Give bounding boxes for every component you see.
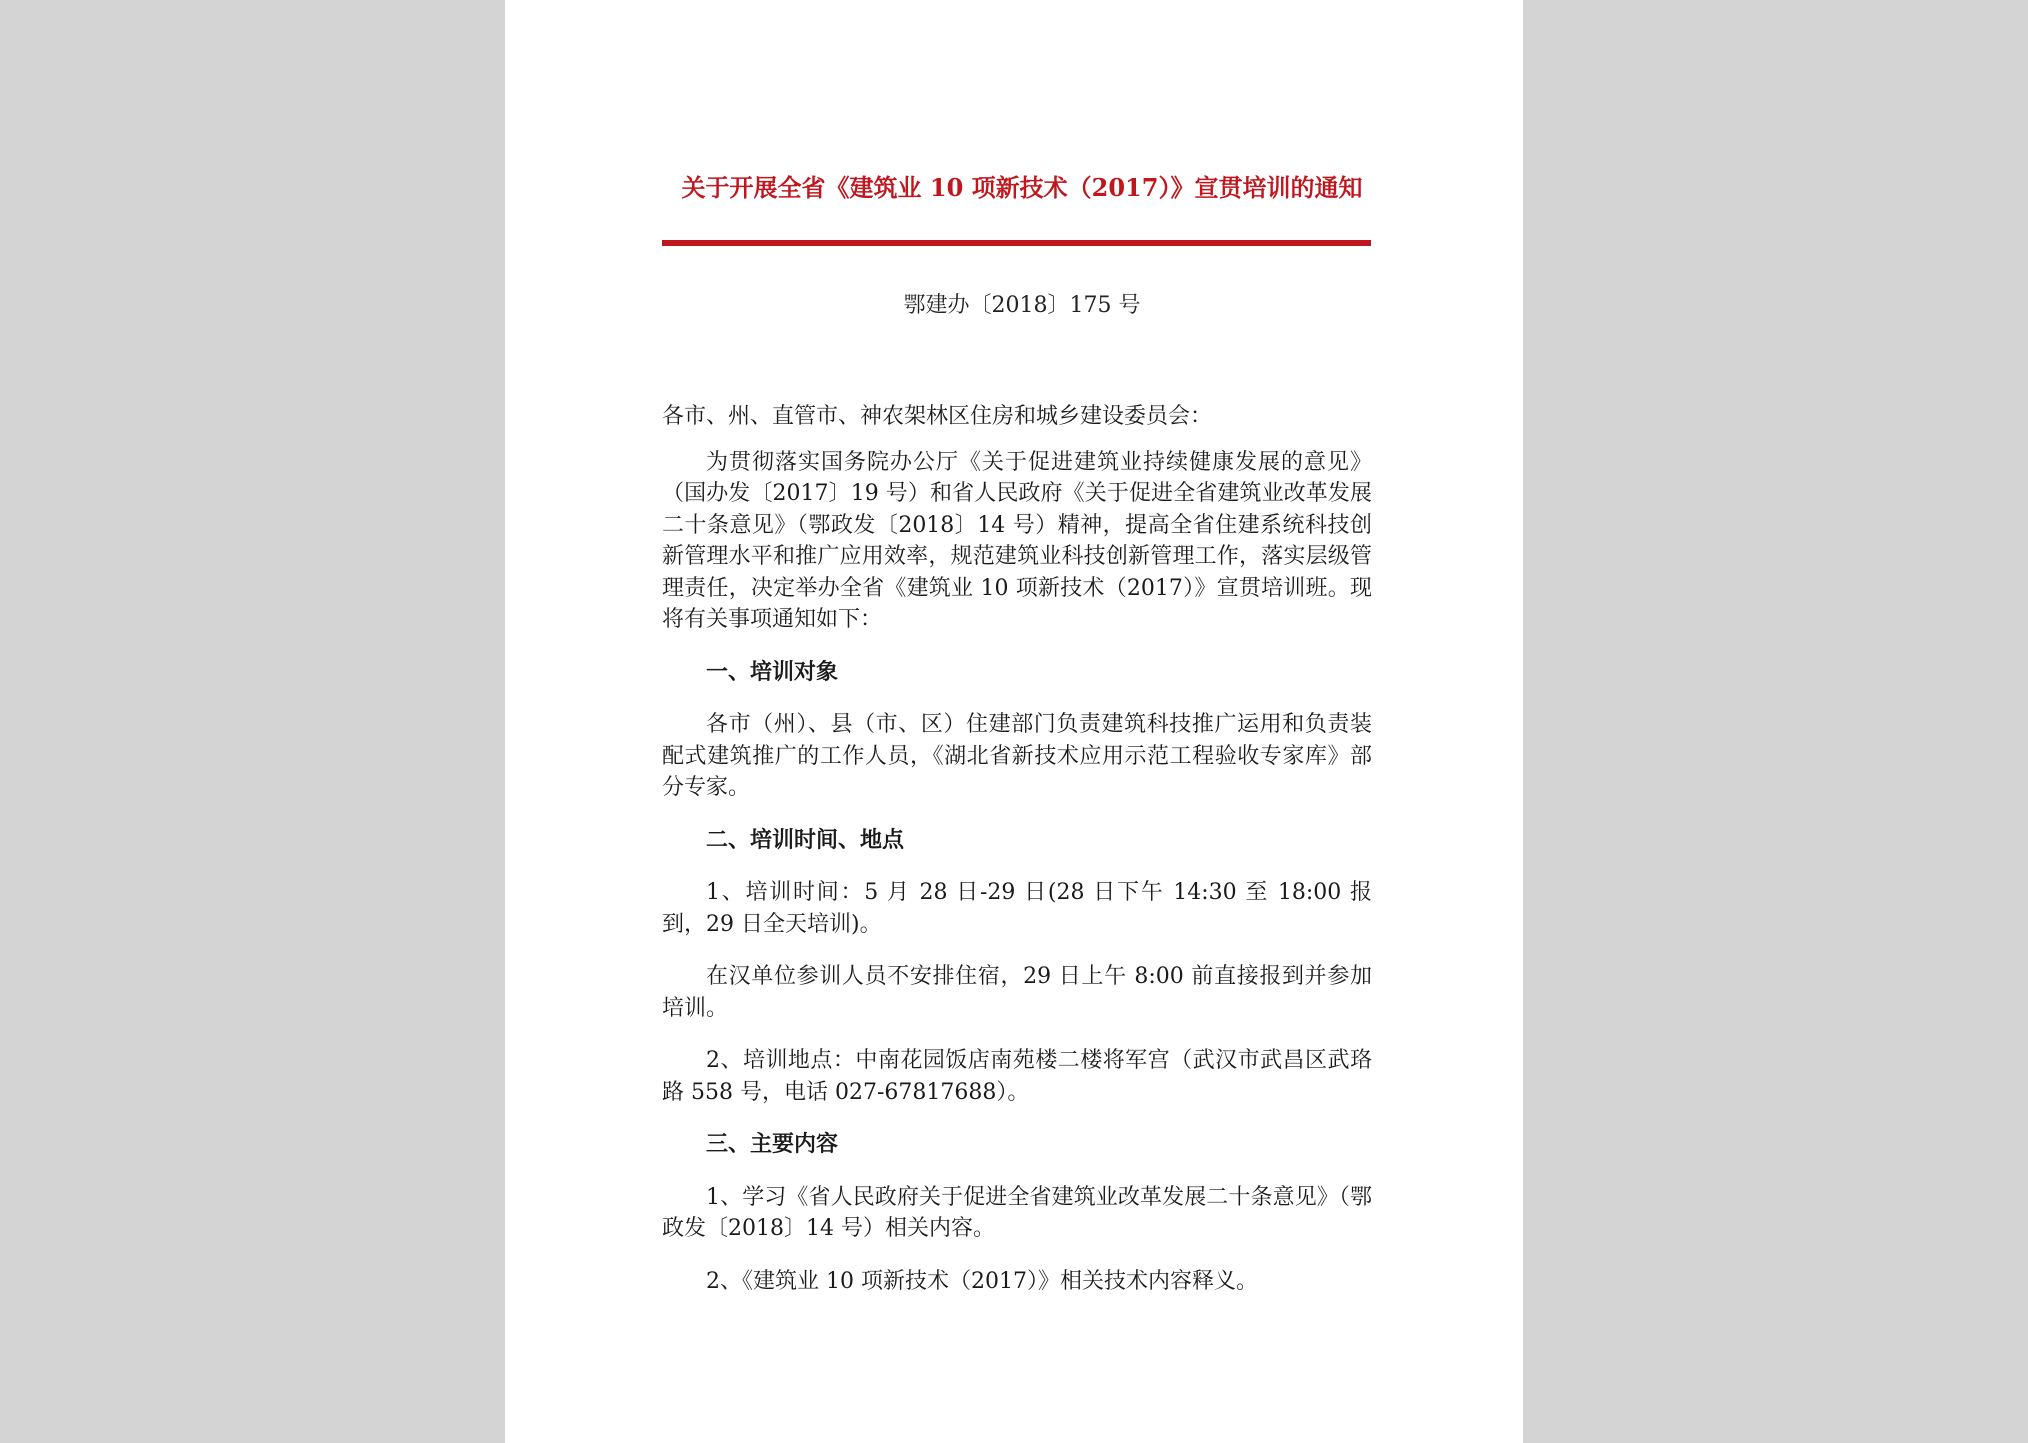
training-time-note: 在汉单位参训人员不安排住宿，29 日上午 8:00 前直接报到并参加培训。 — [662, 964, 1372, 1021]
intro-paragraph: 为贯彻落实国务院办公厅《关于促进建筑业持续健康发展的意见》（国办发〔2017〕19 号）和省人民政府《关于促进全省建筑业改革发展二十条意见》（鄂政发〔2018〕14 号）精神，提高全省住建系统科技创新管理水平和推广应用效率，规范建筑业科技创新管理工作，落实层级管理责任，决定举办全省《建筑业 10 项新技术（2017）》宣贯培训班。现将有关事项通知如下： — [662, 449, 1372, 632]
document-body — [662, 401, 1372, 1318]
content-item-1: 1、学习《省人民政府关于促进全省建筑业改革发展二十条意见》（鄂政发〔2018〕14 号）相关内容。 — [662, 1184, 1372, 1241]
section-heading-content: 三、主要内容 — [706, 1131, 839, 1157]
section-text-trainees: 各市（州）、县（市、区）住建部门负责建筑科技推广运用和负责装配式建筑推广的工作人员，《湖北省新技术应用示范工程验收专家库》部分专家。 — [662, 712, 1372, 800]
document-page — [505, 0, 1523, 1443]
document-title: 关于开展全省《建筑业 10 项新技术（2017）》宣贯培训的通知 — [681, 173, 1363, 202]
section-heading-time-place: 二、培训时间、地点 — [706, 826, 905, 853]
red-divider — [662, 240, 1371, 246]
training-time: 1、培训时间：5 月 28 日-29 日(28 日下午 14:30 至 18:00 报到，29 日全天培训)。 — [662, 880, 1372, 937]
training-place: 2、培训地点：中南花园饭店南苑楼二楼将军宫（武汉市武昌区武珞路 558 号，电话 027-67817688）。 — [662, 1048, 1372, 1105]
salutation: 各市、州、直管市、神农架林区住房和城乡建设委员会： — [662, 404, 1213, 429]
section-heading-trainees: 一、培训对象 — [706, 658, 839, 685]
document-number: 鄂建办〔2018〕175 号 — [903, 293, 1141, 318]
content-item-2: 2、《建筑业 10 项新技术（2017）》相关技术内容释义。 — [706, 1268, 1258, 1294]
